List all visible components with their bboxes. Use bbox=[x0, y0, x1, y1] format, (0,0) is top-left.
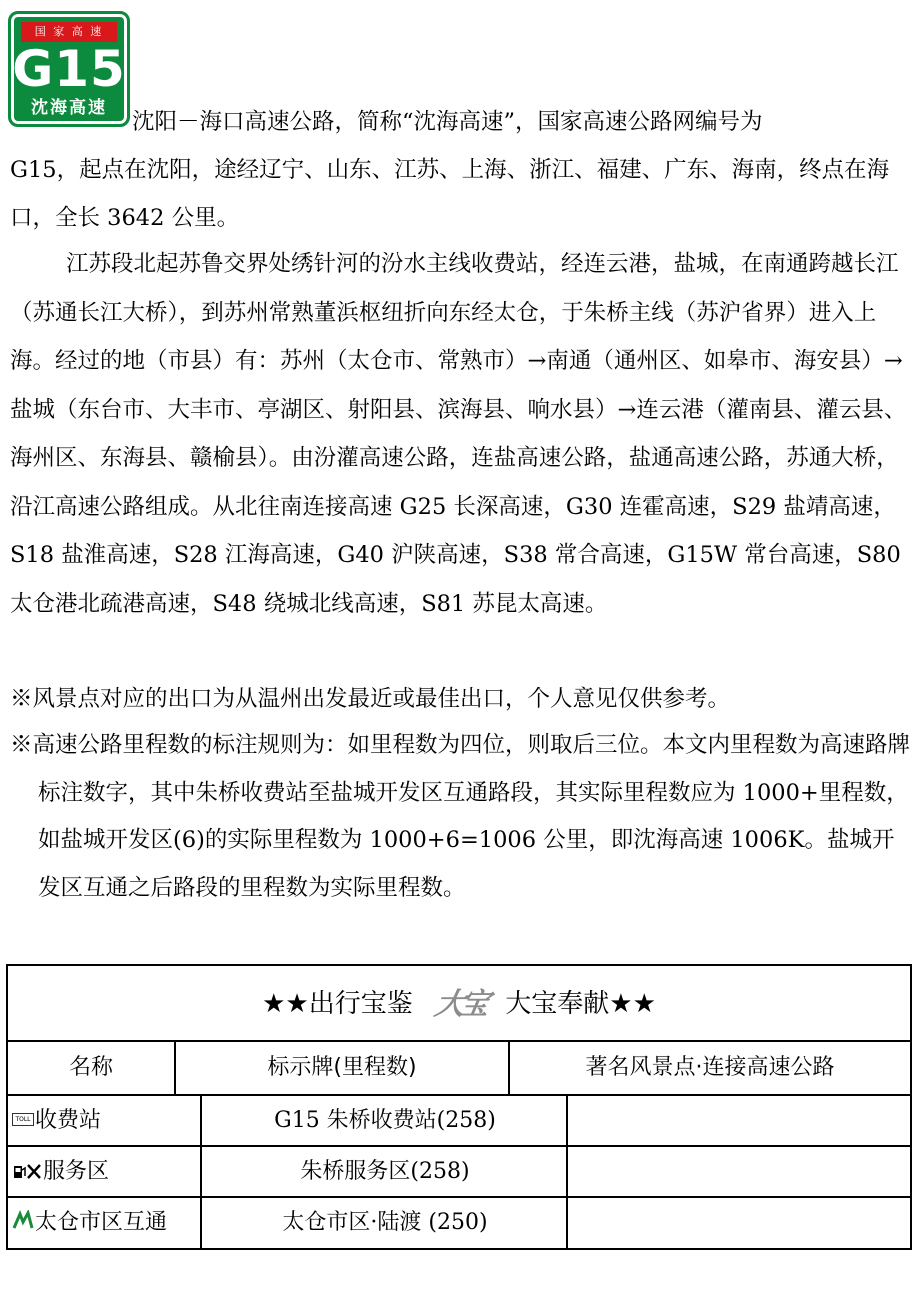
row-name: 收费站 bbox=[35, 1108, 102, 1133]
note-mileage-rule: ※高速公路里程数的标注规则为：如里程数为四位，则取后三位。本文内里程数为高速路牌标注数字，其中朱桥收费站至盐城开发区互通路段，其实际里程数应为 1000+里程数，如盐城开发区(6)的实际里程数为 1000+6=1006 公里，即沈海高速 1006K。盐城开发区互通之后路段的里程数为实际里程数。 bbox=[10, 732, 911, 901]
toll-icon: TOLL bbox=[12, 1113, 34, 1126]
row-name: 太仓市区互通 bbox=[35, 1210, 168, 1235]
badge-national-label: 国 家 高 速 bbox=[21, 22, 117, 42]
badge-route-name: 沈海高速 bbox=[31, 98, 107, 118]
jiangsu-section-paragraph: 江苏段北起苏鲁交界处绣针河的汾水主线收费站，经连云港，盐城，在南通跨越长江（苏通长江大桥），到苏州常熟董浜枢纽折向东经太仓，于朱桥主线（苏沪省界）进入上海。经过的地（市县）有：苏州（太仓市、常熟市）→南通（通州区、如皋市、海安县）→盐城（东台市、大丰市、亭湖区、射阳县、滨海县、响水县）→连云港（灌南县、灌云县、海州区、东海县、赣榆县）。由汾灌高速公路，连盐高速公路，盐通高速公路，苏通大桥，沿江高速公路组成。从北往南连接高速 G25 长深高速，G30 连霍高速，S29 盐靖高速，S18 盐淮高速，S28 江海高速，G40 沪陕高速，S38 常合高速，G15W 常台高速，S80 太仓港北疏港高速，S48 绕城北线高速，S81 苏昆太高速。 bbox=[10, 251, 907, 617]
header-sign: 标示牌(里程数) bbox=[176, 1042, 510, 1094]
row-sign: G15 朱桥收费站(258) bbox=[204, 1096, 568, 1145]
row-note bbox=[568, 1096, 910, 1145]
dabao-logo: 大宝 bbox=[432, 986, 487, 1022]
row-sign: 太仓市区·陆渡 (250) bbox=[204, 1198, 568, 1248]
row-name-cell bbox=[8, 1198, 202, 1248]
row-name-cell bbox=[8, 1096, 202, 1145]
badge-route-code: G15 bbox=[12, 40, 126, 98]
interchange-icon bbox=[12, 1199, 34, 1248]
header-scenic: 著名风景点·连接高速公路 bbox=[585, 1055, 835, 1080]
intro-paragraph bbox=[10, 98, 910, 242]
row-note bbox=[568, 1198, 910, 1248]
row-note bbox=[568, 1147, 910, 1196]
intro-rest: G15，起点在沈阳，途经辽宁、山东、江苏、上海、浙江、福建、广东、海南，终点在海口，全长 3642 公里。 bbox=[10, 157, 890, 231]
row-name-cell bbox=[8, 1147, 202, 1196]
service-area-icon bbox=[12, 1162, 42, 1183]
row-name: 服务区 bbox=[43, 1159, 110, 1184]
header-name: 名称 bbox=[8, 1042, 176, 1094]
travel-guide-table bbox=[6, 964, 912, 1250]
table-title-left: ★★出行宝鉴 bbox=[262, 989, 413, 1019]
table-title bbox=[8, 966, 910, 1042]
table-row bbox=[8, 1198, 910, 1248]
row-sign: 朱桥服务区(258) bbox=[204, 1147, 568, 1196]
table-row bbox=[8, 1147, 910, 1198]
table-title-right: 大宝奉献★★ bbox=[505, 989, 656, 1019]
note-scenic-exit: ※风景点对应的出口为从温州出发最近或最佳出口，个人意见仅供参考。 bbox=[10, 686, 731, 712]
table-row bbox=[8, 1096, 910, 1147]
intro-line-1: 沈阳－海口高速公路，简称“沈海高速”，国家高速公路网编号为 bbox=[132, 109, 763, 135]
table-header-row bbox=[8, 1042, 910, 1096]
